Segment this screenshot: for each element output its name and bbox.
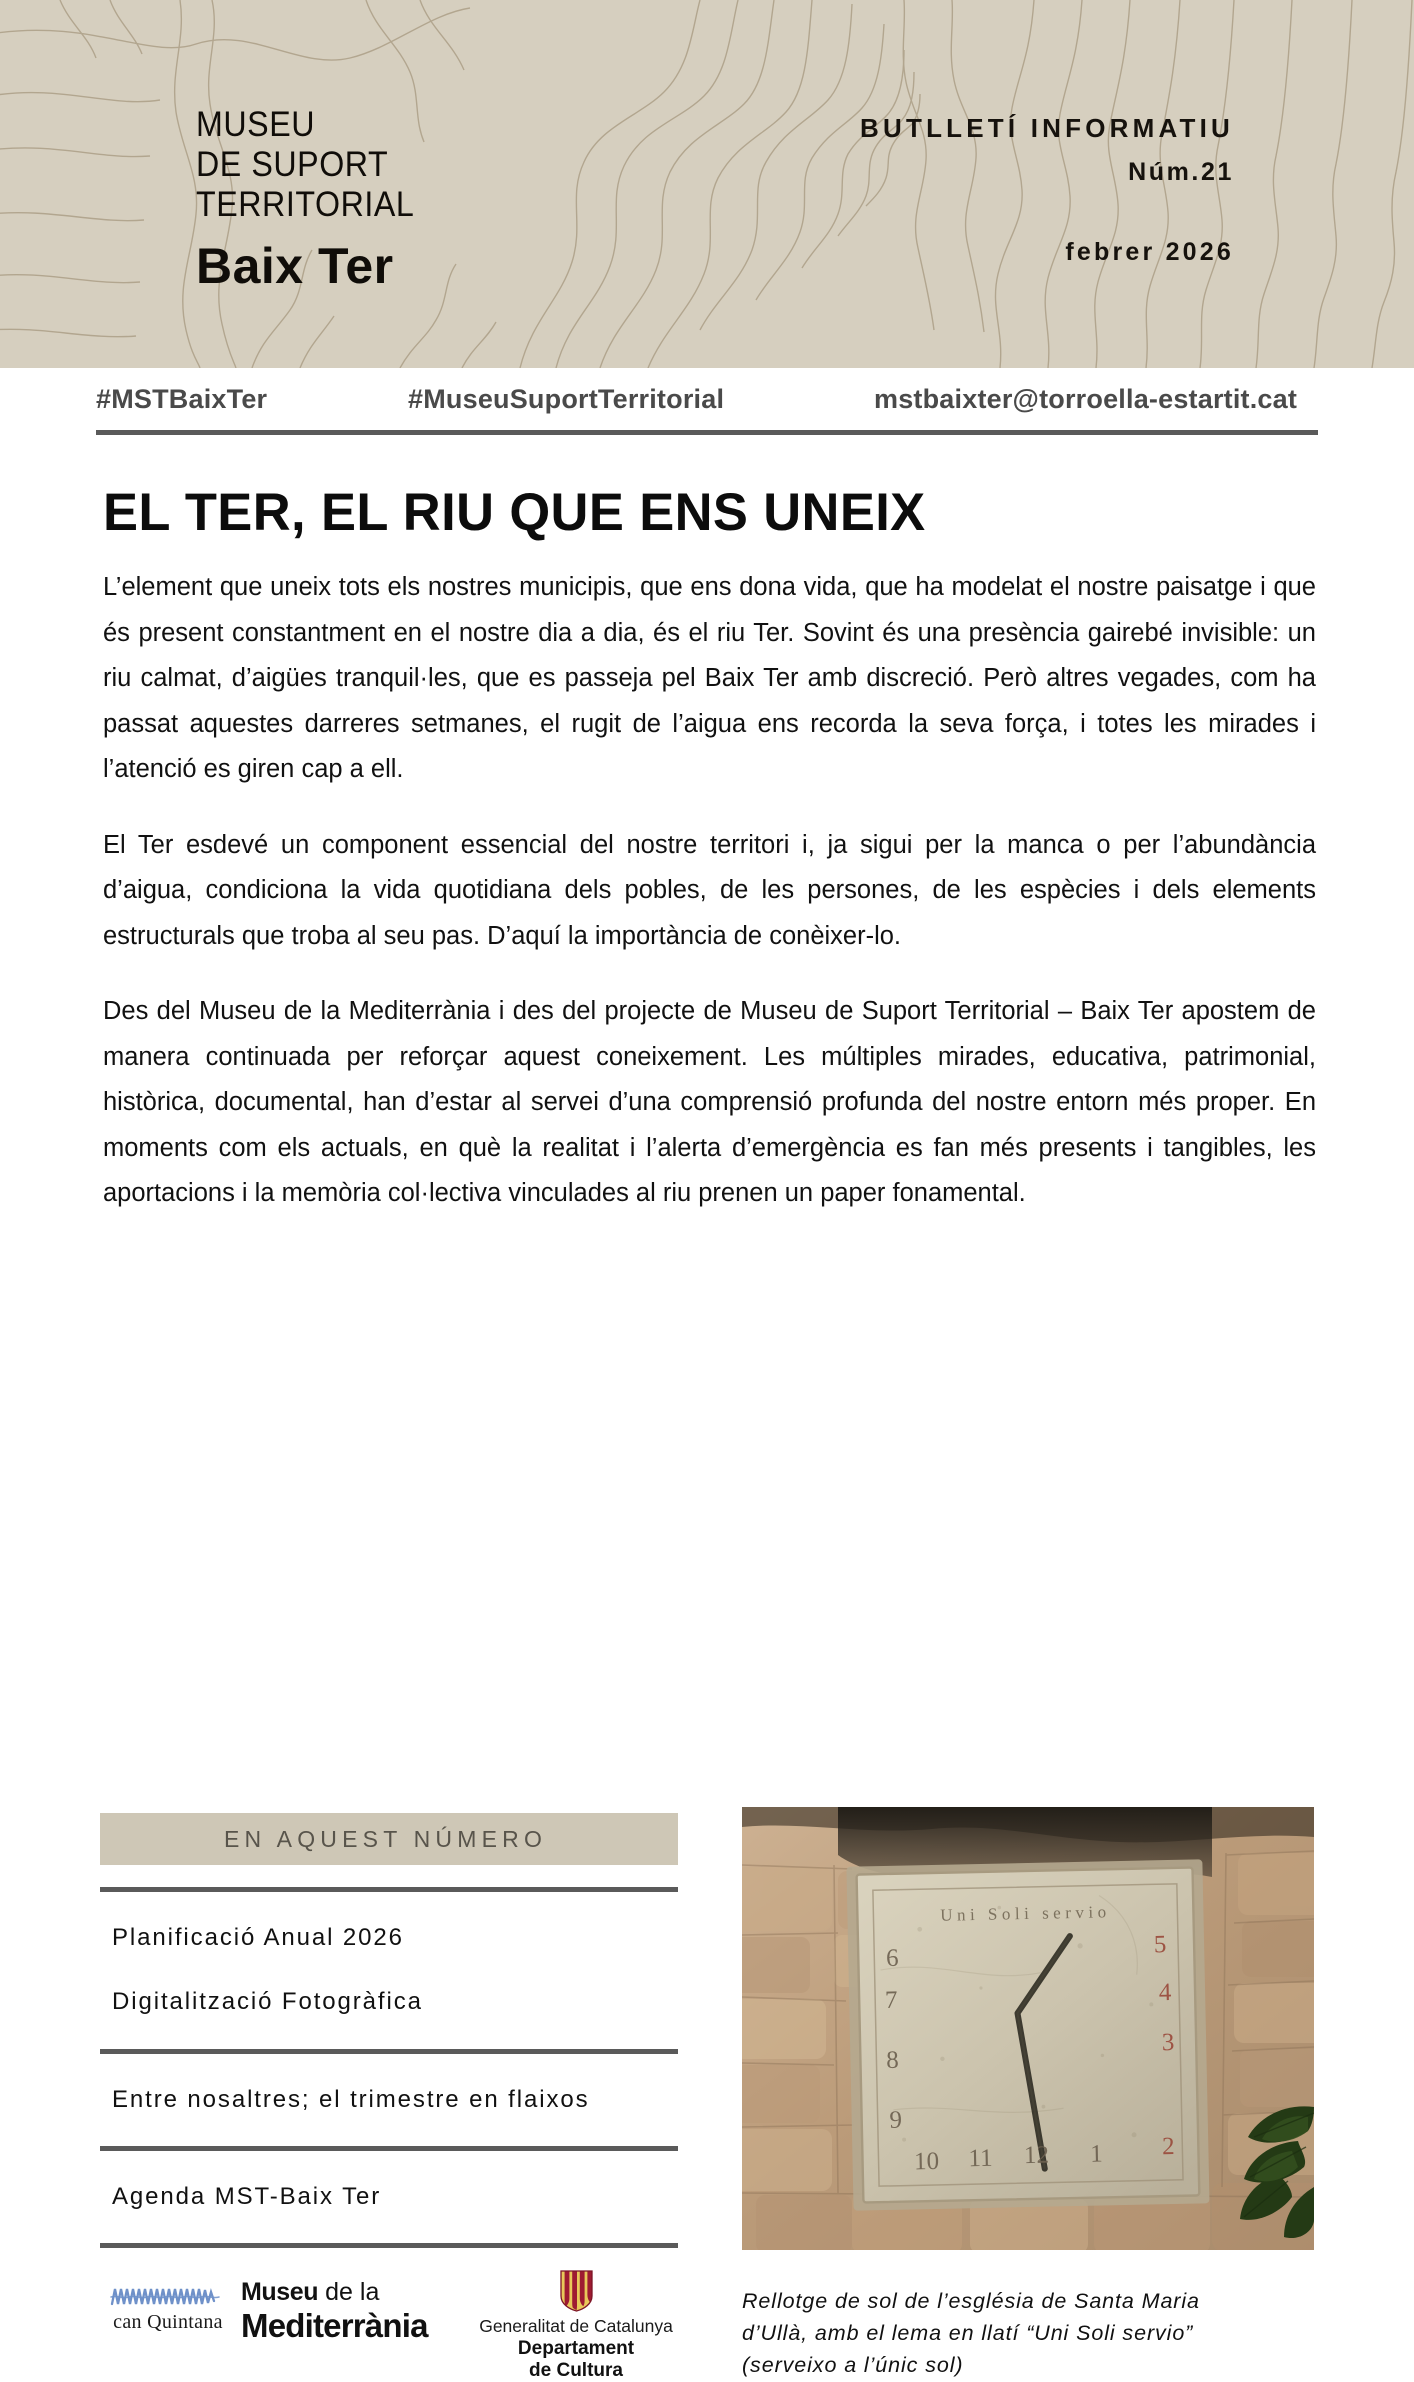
bulletin-meta-block bbox=[860, 113, 1234, 267]
svg-text:9: 9 bbox=[889, 2106, 903, 2134]
brand-line-1: MUSEU bbox=[196, 105, 316, 144]
bulletin-date: febrer 2026 bbox=[1065, 238, 1234, 266]
de-la-word: de la bbox=[318, 2278, 380, 2306]
wave-icon bbox=[109, 2284, 221, 2310]
senyera-shield-icon bbox=[560, 2270, 593, 2312]
caption-line-1: Rellotge de sol de l’església de Santa Maria bbox=[742, 2289, 1200, 2313]
svg-text:5: 5 bbox=[1153, 1931, 1167, 1959]
svg-text:4: 4 bbox=[1158, 1978, 1172, 2007]
bulletin-number: Núm.21 bbox=[1128, 158, 1234, 186]
can-quintana-label: can Quintana bbox=[113, 2311, 223, 2333]
partner-logos bbox=[104, 2270, 679, 2380]
generalitat-line-3: de Cultura bbox=[529, 2360, 623, 2381]
svg-text:Uni Soli servio: Uni Soli servio bbox=[940, 1902, 1111, 1925]
table-of-contents bbox=[100, 1813, 678, 2248]
svg-text:1: 1 bbox=[1089, 2140, 1103, 2168]
brand-block bbox=[196, 105, 433, 293]
toc-item-entre-nosaltres[interactable]: Entre nosaltres; el trimestre en flaixos bbox=[112, 2086, 590, 2113]
toc-item-digitalitzacio[interactable]: Digitalització Fotogràfica bbox=[112, 1988, 423, 2015]
svg-text:3: 3 bbox=[1161, 2028, 1175, 2057]
article-paragraph-2: El Ter esdevé un component essencial del nostre territori i, ja sigui per la manca o per l’abundància d’aigua, condiciona la vida quotidiana dels pobles, de les persones, de les espècies i dels elements estructurals que troba al seu pas. D’aquí la importància de conèixer-lo. bbox=[103, 830, 1316, 950]
svg-text:2: 2 bbox=[1161, 2132, 1175, 2161]
hashtag-contact-bar bbox=[0, 368, 1414, 440]
toc-divider-3 bbox=[100, 2146, 678, 2151]
photo-caption bbox=[742, 2285, 1322, 2381]
toc-divider-1 bbox=[100, 1887, 678, 1892]
svg-text:7: 7 bbox=[884, 1986, 898, 2014]
brand-line-2: DE SUPORT bbox=[196, 145, 389, 184]
brand-title-baix-ter: Baix Ter bbox=[196, 238, 394, 294]
hashtag-museusuportterritorial[interactable]: #MuseuSuportTerritorial bbox=[408, 384, 725, 414]
article-paragraph-3: Des del Museu de la Mediterrània i des del projecte de Museu de Suport Territorial – Baix Ter apostem de manera continuada per reforçar aquest coneixement. Les múltiples mirades, educativa, patrimonial, històrica, documental, han d’estar al servei d’una comprensió profunda del nostre entorn més proper. En moments com els actuals, en què la realitat i l’alerta d’emergència es fan més presents i tangibles, les aportacions i la memòria col·lectiva vinculades al riu prenen un paper fonamental. bbox=[103, 997, 1316, 1207]
toc-heading-bar bbox=[100, 1813, 678, 1865]
svg-text:8: 8 bbox=[885, 2046, 899, 2074]
sundial-photograph bbox=[742, 1807, 1314, 2250]
page-header bbox=[0, 0, 1414, 368]
caption-line-2: d’Ullà, amb el lema en llatí “Uni Soli servio” bbox=[742, 2321, 1194, 2345]
hashtag-mstbaixter[interactable]: #MSTBaixTer bbox=[96, 384, 268, 414]
svg-text:6: 6 bbox=[885, 1944, 899, 1972]
toc-item-planificacio[interactable]: Planificació Anual 2026 bbox=[112, 1924, 404, 1951]
page-title: EL TER, EL RIU QUE ENS UNEIX bbox=[103, 483, 926, 542]
caption-line-3: (serveixo a l’únic sol) bbox=[742, 2353, 964, 2377]
museu-word: Museu bbox=[241, 2278, 319, 2306]
toc-divider-4 bbox=[100, 2243, 678, 2248]
contact-email-link[interactable]: mstbaixter@torroella-estartit.cat bbox=[874, 384, 1298, 414]
photo-figure bbox=[742, 1807, 1314, 2250]
brand-line-3: TERRITORIAL bbox=[196, 185, 415, 224]
logo-generalitat-catalunya bbox=[476, 2270, 676, 2382]
toc-heading-label: EN AQUEST NÚMERO bbox=[224, 1825, 548, 1852]
hashtag-bar-divider bbox=[96, 430, 1318, 435]
svg-text:10: 10 bbox=[913, 2147, 940, 2176]
svg-text:12: 12 bbox=[1023, 2141, 1050, 2170]
article-body bbox=[103, 565, 1316, 1217]
toc-item-agenda[interactable]: Agenda MST-Baix Ter bbox=[112, 2183, 382, 2210]
logo-museu-mediterrania bbox=[241, 2280, 428, 2342]
article-paragraph-1: L’element que uneix tots els nostres municipis, que ens dona vida, que ha modelat el nostre paisatge i que és present constantment en el nostre dia a dia, és el riu Ter. Sovint és una presència gairebé invisible: un riu calmat, d’aigües tranquil·les, que es passeja pel Baix Ter amb discreció. Però altres vegades, com ha passat aquestes darreres setmanes, el rugit de l’aigua ens recorda la seva força, i totes les mirades i l’atenció es giren cap a ell. bbox=[103, 573, 1316, 783]
bulletin-title: BUTLLETÍ INFORMATIU bbox=[860, 113, 1234, 143]
generalitat-line-2: Departament bbox=[517, 2338, 635, 2359]
museu-de-la-line bbox=[241, 2280, 428, 2305]
logo-can-quintana bbox=[109, 2284, 227, 2334]
toc-divider-2 bbox=[100, 2049, 678, 2054]
generalitat-line-1: Generalitat de Catalunya bbox=[479, 2316, 673, 2336]
svg-text:11: 11 bbox=[968, 2144, 993, 2173]
mediterrania-word: Mediterrània bbox=[241, 2307, 428, 2344]
